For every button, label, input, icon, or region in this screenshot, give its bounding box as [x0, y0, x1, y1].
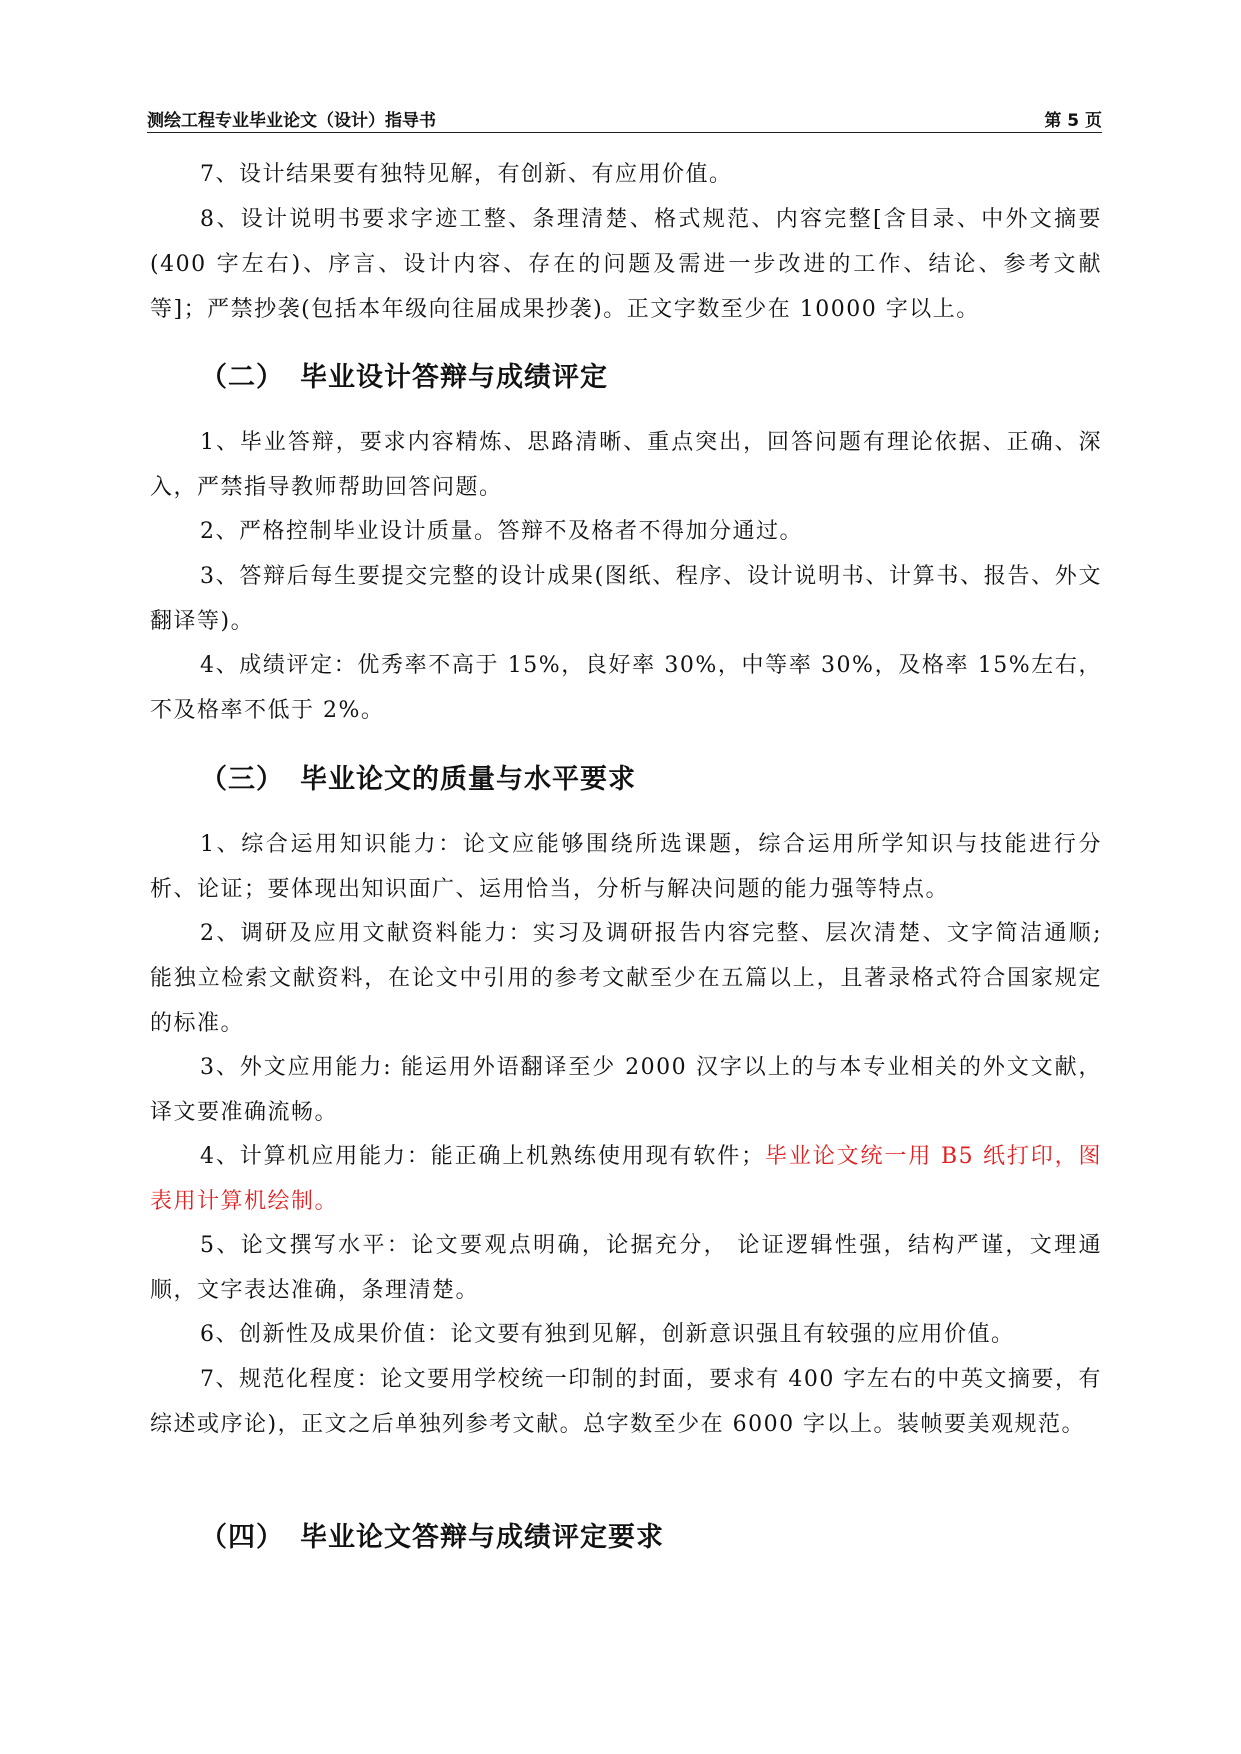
item-grading: 4、成绩评定：优秀率不高于 15%，良好率 30%，中等率 30%，及格率 15%左右，不及格率不低于 2%。 [150, 653, 1102, 723]
item-literature-ability: 2、调研及应用文献资料能力：实习及调研报告内容完整、层次清楚、文字简洁通顺; 能独立检索文献资料，在论文中引用的参考文献至少在五篇以上，且著录格式符合国家规定的标准。 [150, 921, 1102, 1036]
section-title: 毕业论文的质量与水平要求 [300, 764, 636, 795]
section-title: 毕业论文答辩与成绩评定要求 [300, 1522, 664, 1553]
section-heading-2 [200, 355, 608, 394]
item-innovation: 6、创新性及成果价值：论文要有独到见解，创新意识强且有较强的应用价值。 [200, 1322, 1015, 1347]
item-design-manual: 8、设计说明书要求字迹工整、条理清楚、格式规范、内容完整[含目录、中外文摘要(400 字左右)、序言、设计内容、存在的问题及需进一步改进的工作、结论、参考文献等]；严禁抄袭(包括本年级向往届成果抄袭)。正文字数至少在 10000 字以上。 [150, 207, 1102, 322]
item-design-result: 7、设计结果要有独特见解，有创新、有应用价值。 [200, 162, 733, 187]
item-standardization: 7、规范化程度：论文要用学校统一印制的封面，要求有 400 字左右的中英文摘要，有综述或序论)，正文之后单独列参考文献。总字数至少在 6000 字以上。装帧要美观规范。 [150, 1367, 1102, 1437]
item-submit-results: 3、答辩后每生要提交完整的设计成果(图纸、程序、设计说明书、计算书、报告、外文翻译等)。 [150, 564, 1102, 634]
section-heading-3 [200, 757, 636, 796]
page-header [147, 104, 1102, 133]
item-defense: 1、毕业答辩，要求内容精炼、思路清晰、重点突出，回答问题有理论依据、正确、深入，严禁指导教师帮助回答问题。 [150, 430, 1102, 500]
page-number: 第 5 页 [1044, 111, 1102, 131]
item-foreign-language: 3、外文应用能力: 能运用外语翻译至少 2000 汉字以上的与本专业相关的外文文献，译文要准确流畅。 [150, 1055, 1102, 1125]
highlighted-requirement: 毕业论文统一用 B5 纸打印，图表用计算机绘制。 [150, 1144, 1102, 1214]
section-heading-4 [200, 1515, 664, 1554]
item-quality-control: 2、严格控制毕业设计质量。答辩不及格者不得加分通过。 [200, 519, 803, 544]
section-title: 毕业设计答辩与成绩评定 [300, 362, 608, 393]
item-knowledge-ability: 1、综合运用知识能力：论文应能够围绕所选课题，综合运用所学知识与技能进行分析、论证；要体现出知识面广、运用恰当，分析与解决问题的能力强等特点。 [150, 832, 1102, 902]
item-computer-ability: 4、计算机应用能力：能正确上机熟练使用现有软件；毕业论文统一用 B5 纸打印，图表用计算机绘制。 [150, 1144, 1102, 1214]
header-title: 测绘工程专业毕业论文（设计）指导书 [147, 111, 436, 131]
section-number: （二） [200, 362, 284, 393]
section-number: （三） [200, 764, 284, 795]
item-writing-level: 5、论文撰写水平：论文要观点明确，论据充分， 论证逻辑性强，结构严谨，文理通顺，文字表达准确，条理清楚。 [150, 1233, 1102, 1303]
section-number: （四） [200, 1522, 284, 1553]
